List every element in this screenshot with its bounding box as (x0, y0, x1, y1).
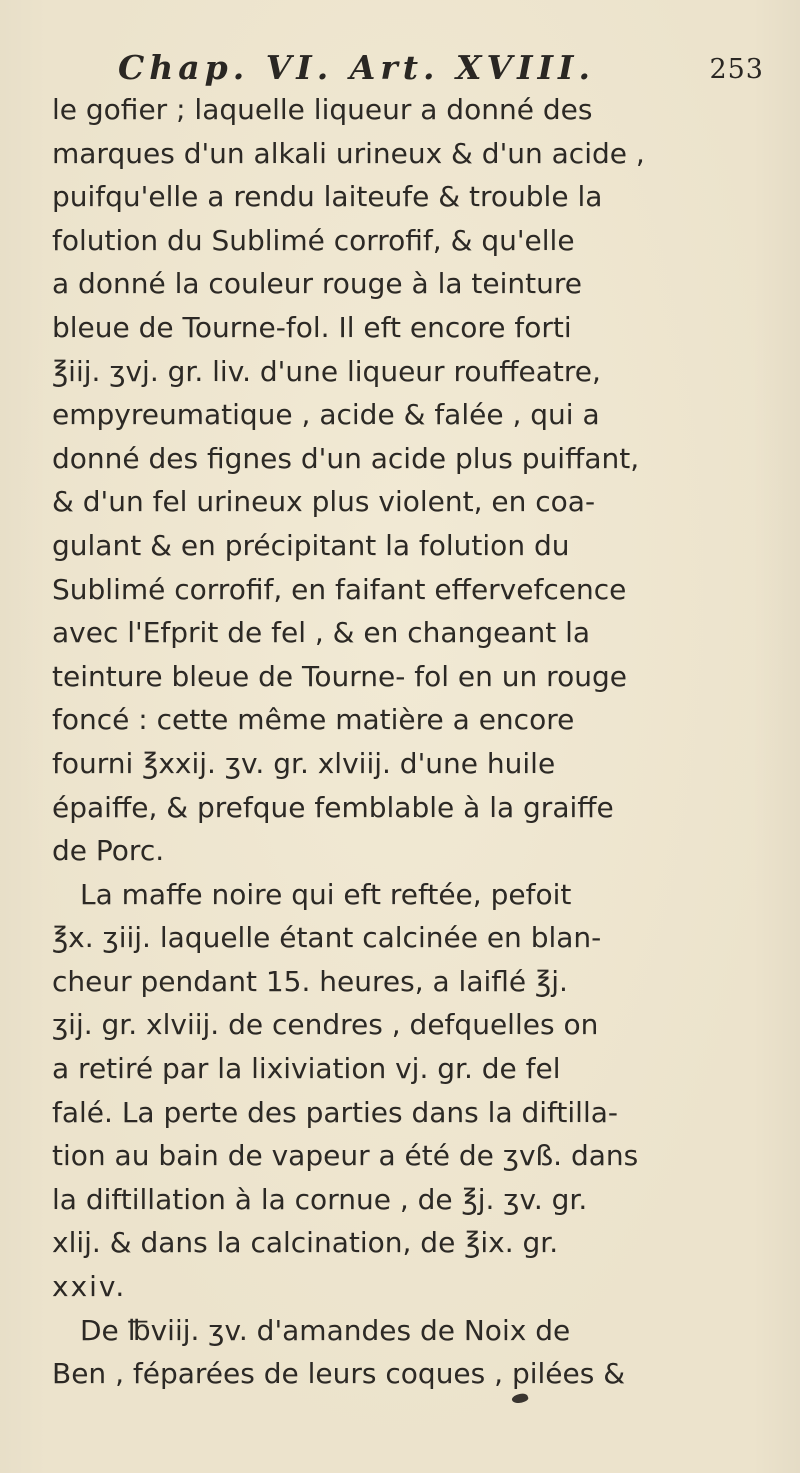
text-line: empyreumatique , acide & falée , qui a (52, 398, 600, 432)
text-line: teinture bleue de Tourne- fol en un rouge (52, 659, 627, 693)
text-line: bleue de Tourne-fol. Il eft encore forti (52, 310, 572, 344)
text-line: gulant & en précipitant la folution du (52, 528, 570, 562)
text-line: foncé : cette même matière a encore (52, 703, 575, 737)
text-line: puifqu'elle a rendu laiteufe & trouble la (52, 180, 603, 214)
text-line: ʒij. gr. xlviij. de cendres , defquelles on (52, 1008, 599, 1042)
text-line: ℥iij. ʒvj. gr. liv. d'une liqueur rouffeatre, (52, 354, 601, 388)
body-text (52, 88, 764, 1396)
text-line: de Porc. (52, 834, 165, 868)
page-number: 253 (709, 54, 764, 85)
text-line: a donné la couleur rouge à la teinture (52, 267, 583, 301)
text-line: cheur pendant 15. heures, a laiflé ℥j. (52, 964, 568, 998)
paragraph-start-line: De ℔viij. ʒv. d'amandes de Noix de (80, 1313, 571, 1347)
paragraph-start-line: La maffe noire qui eft reftée, pefoit (80, 877, 572, 911)
running-head: Chap. VI. Art. XVIII. (118, 48, 595, 87)
text-line: & d'un fel urineux plus violent, en coa- (52, 485, 596, 519)
text-line: fourni ℥xxij. ʒv. gr. xlviij. d'une huile (52, 746, 556, 780)
text-line: la diftillation à la cornue , de ℥j. ʒv. gr. (52, 1182, 588, 1216)
text-line: le gofier ; laquelle liqueur a donné des (52, 93, 593, 126)
text-line: xlij. & dans la calcination, de ℥ix. gr. (52, 1226, 559, 1260)
text-line: Ben , féparées de leurs coques , pilées & (52, 1357, 626, 1391)
text-line: folution du Sublimé corrofif, & qu'elle (52, 223, 575, 257)
text-line: falé. La perte des parties dans la diftilla- (52, 1095, 619, 1129)
text-line: avec l'Efprit de fel , & en changeant la (52, 616, 591, 650)
text-line: épaiffe, & prefque femblable à la graiffe (52, 790, 614, 824)
text-line: a retiré par la lixiviation vj. gr. de fel (52, 1052, 561, 1086)
text-line: tion au bain de vapeur a été de ʒvß. dans (52, 1139, 639, 1173)
text-line: xxiv. (52, 1270, 127, 1304)
text-line: Sublimé corrofif, en faifant effervefcence (52, 572, 627, 606)
text-line: marques d'un alkali urineux & d'un acide , (52, 136, 645, 170)
text-line: donné des fignes d'un acide plus puiffant, (52, 441, 640, 475)
text-line: ℥x. ʒiij. laquelle étant calcinée en blan- (52, 921, 602, 955)
